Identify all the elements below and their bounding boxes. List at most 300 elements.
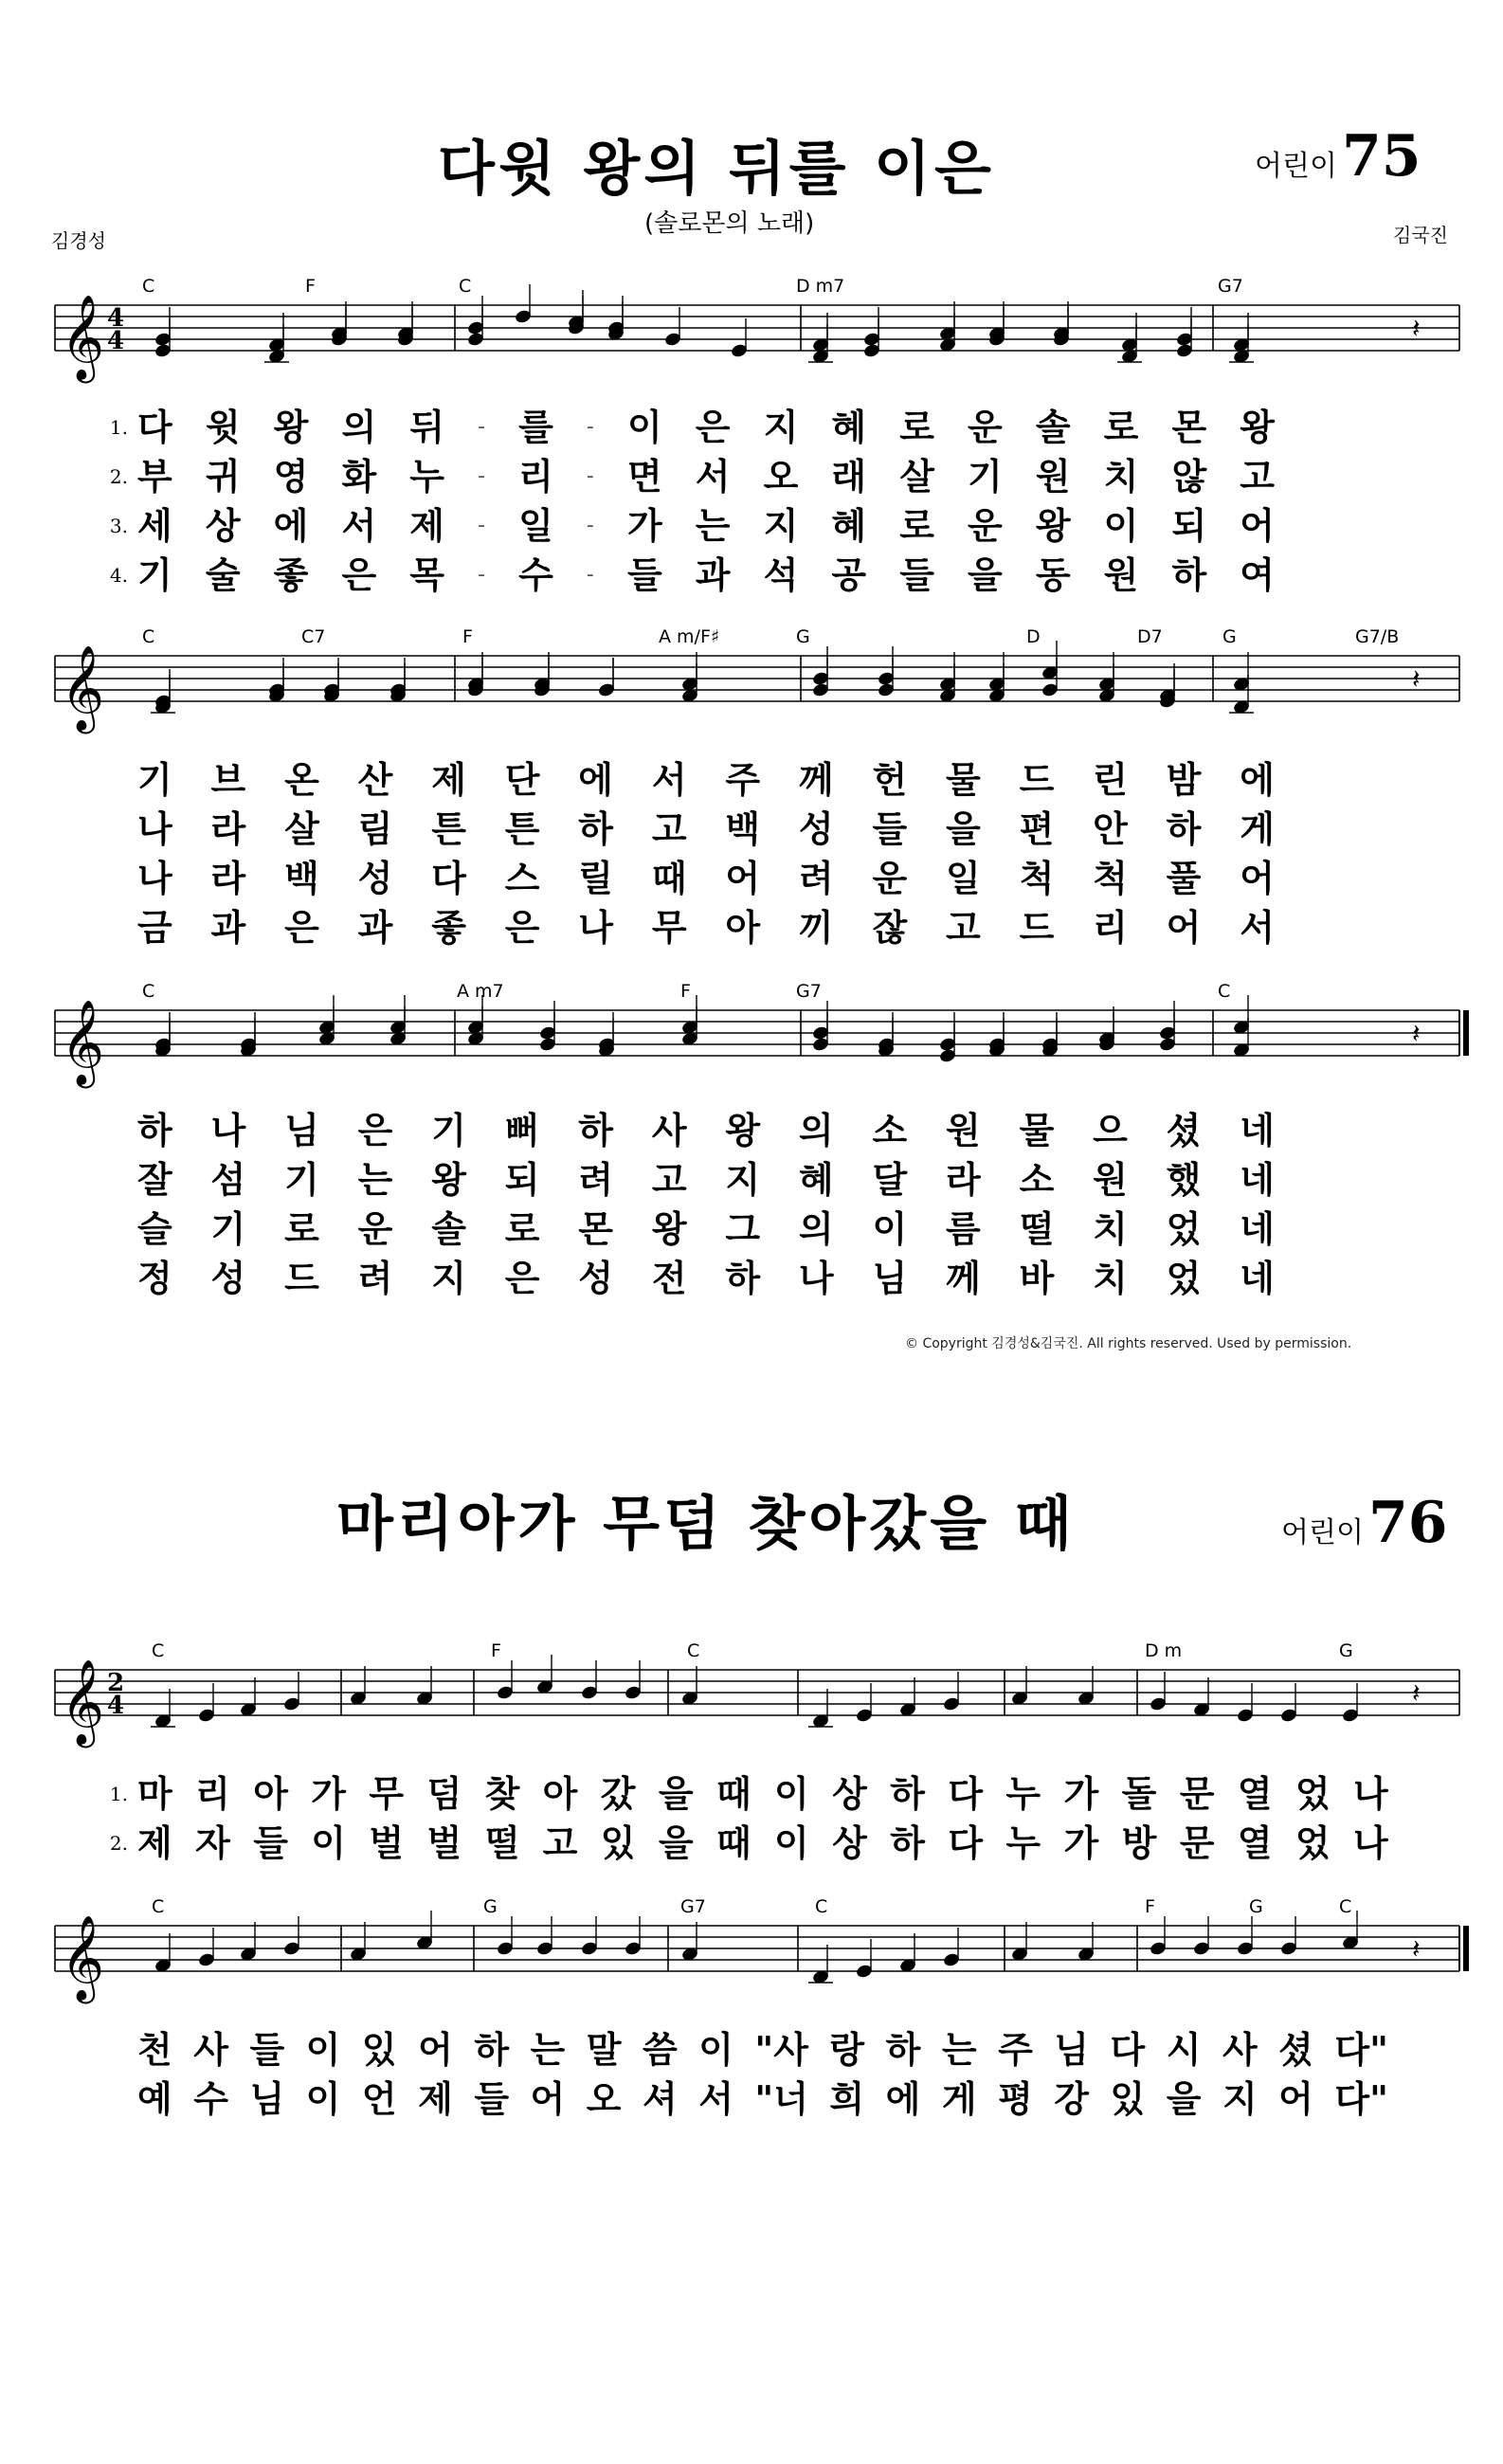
music-staff [0, 1886, 1503, 2019]
lyric-syllable: 었 [1166, 1258, 1202, 1299]
lyric-syllable: 오 [763, 456, 799, 498]
lyric-syllable: 에 [273, 505, 309, 547]
lyric-syllable: 귀 [205, 456, 241, 498]
hymn-category: 어린이 [1255, 150, 1337, 183]
lyric-syllable: 어 [1278, 2078, 1313, 2120]
lyric-syllable: 갔 [600, 1773, 636, 1815]
lyric-syllable: 돌 [1121, 1773, 1157, 1815]
lyric-syllable: 여 [1240, 554, 1275, 596]
lyric-syllable: 린 [1093, 759, 1128, 801]
lyric-syllable: 성 [798, 808, 834, 850]
chord-symbol: G [796, 626, 810, 647]
lyric-syllable: 지 [725, 1159, 761, 1201]
lyric-syllable: 네 [1240, 1258, 1275, 1299]
lyric-syllable: 리 [1093, 907, 1128, 949]
lyric-syllable: 상 [832, 1822, 867, 1864]
lyric-syllable: 상 [832, 1773, 867, 1815]
verse-number: 1. [109, 416, 128, 439]
lyric-syllable: 고 [651, 808, 687, 850]
chord-symbol: D m [1145, 1640, 1183, 1661]
chord-symbol: G [1222, 626, 1237, 647]
lyric-syllable: 편 [1019, 808, 1055, 850]
lyric-syllable: 은 [504, 907, 540, 949]
lyric-syllable: 고 [651, 1159, 687, 1201]
lyric-line [137, 1109, 1275, 1152]
quarter-rest-icon: 𝄽 [1412, 1677, 1421, 1709]
lyric-syllable: 다 [431, 858, 466, 899]
lyric-syllable: 섬 [210, 1159, 246, 1201]
lyric-syllable: "사 [754, 2029, 808, 2071]
lyric-syllable: 부 [137, 456, 172, 498]
lyric-syllable: 과 [695, 554, 731, 596]
lyric-syllable: 왕 [1035, 505, 1071, 547]
lyric-syllable: 오 [586, 2078, 622, 2120]
quarter-rest-icon: 𝄽 [1412, 1018, 1421, 1049]
lyric-syllable: 무 [651, 907, 687, 949]
lyric-syllable: 다" [1334, 2078, 1388, 2120]
lyric-syllable: 예 [137, 2078, 172, 2120]
chord-symbol: C [687, 1640, 700, 1661]
hymn-number-value: 75 [1342, 123, 1422, 190]
music-staff [0, 1630, 1503, 1763]
chord-symbol: C [1339, 1896, 1352, 1917]
lyric-syllable: 게 [941, 2078, 977, 2120]
lyric-syllable: 하 [885, 2029, 921, 2071]
lyric-syllable: 되 [1171, 505, 1207, 547]
lyric-syllable: 몬 [578, 1208, 613, 1250]
lyric-syllable: 덤 [426, 1773, 462, 1815]
lyric-syllable: 가 [311, 1773, 346, 1815]
lyric-syllable: 과 [210, 907, 246, 949]
chord-symbol: G7 [796, 981, 822, 1002]
lyric-syllable: 하 [725, 1258, 761, 1299]
lyric-syllable: 잘 [137, 1159, 172, 1201]
lyric-syllable: 주 [998, 2029, 1033, 2071]
chord-symbol: F [680, 981, 691, 1002]
lyric-syllable: 기 [968, 456, 1003, 498]
lyric-syllable: 안 [1093, 808, 1128, 850]
hymn-number [1255, 123, 1422, 190]
lyric-syllable: - [478, 464, 486, 488]
chord-symbol: C7 [301, 626, 326, 647]
lyric-syllable: 벌 [426, 1822, 462, 1864]
lyric-syllable: 있 [1110, 2078, 1146, 2120]
lyric-line [137, 758, 1275, 802]
lyric-syllable: - [586, 464, 594, 488]
lyric-syllable: 하 [890, 1773, 925, 1815]
lyric-syllable: 천 [137, 2029, 172, 2071]
lyric-syllable: 다 [948, 1822, 984, 1864]
lyric-syllable: 셨 [1278, 2029, 1313, 2071]
lyric-syllable: 지 [763, 505, 799, 547]
lyric-syllable: 열 [1237, 1773, 1273, 1815]
lyric-syllable: 이 [872, 1208, 908, 1250]
lyric-syllable: 은 [357, 1110, 393, 1151]
lyric-syllable: 슬 [137, 1208, 172, 1250]
final-bar-line [1463, 1926, 1469, 1971]
lyric-syllable: 원 [946, 1110, 981, 1151]
lyric-syllable: 네 [1240, 1159, 1275, 1201]
lyric-syllable: 문 [1179, 1822, 1215, 1864]
lyric-line [137, 857, 1275, 900]
final-bar-line [1463, 1010, 1469, 1056]
lyric-syllable: 고 [542, 1822, 578, 1864]
lyric-syllable: 다 [1110, 2029, 1146, 2071]
lyric-line [137, 1158, 1275, 1202]
lyric-syllable: 때 [651, 858, 687, 899]
chord-symbol: C [142, 276, 155, 297]
lyric-syllable: 시 [1166, 2029, 1202, 2071]
lyric-syllable: 운 [968, 407, 1003, 448]
lyric-syllable: 하 [578, 1110, 613, 1151]
hymn-title: 다윗 왕의 뒤를 이은 [438, 134, 995, 203]
lyric-syllable: 성 [357, 858, 393, 899]
lyric-syllable: 왕 [651, 1208, 687, 1250]
lyric-syllable: 들 [253, 1822, 288, 1864]
lyric-syllable: 의 [341, 407, 377, 448]
lyric-syllable: 지 [1222, 2078, 1258, 2120]
lyricist: 김경성 [51, 229, 106, 252]
lyric-syllable: 그 [725, 1208, 761, 1250]
lyric-syllable: 어 [1240, 858, 1275, 899]
lyric-syllable: 나 [137, 808, 172, 850]
lyric-syllable: 열 [1237, 1822, 1273, 1864]
lyric-syllable: 나 [578, 907, 613, 949]
lyric-syllable: 어 [725, 858, 761, 899]
lyric-syllable: 님 [1054, 2029, 1090, 2071]
lyric-syllable: 는 [695, 505, 731, 547]
lyric-syllable: 하 [1171, 554, 1207, 596]
lyric-syllable: 을 [658, 1773, 694, 1815]
lyric-syllable: 는 [941, 2029, 977, 2071]
verse-number: 2. [109, 465, 128, 488]
lyric-syllable: 에 [1240, 759, 1275, 801]
lyric-syllable: 리 [518, 456, 553, 498]
lyric-syllable: - [478, 514, 486, 537]
lyric-syllable: 밤 [1166, 759, 1202, 801]
lyric-syllable: 성 [210, 1258, 246, 1299]
hymn-category: 어린이 [1281, 1516, 1364, 1549]
lyric-syllable: 평 [998, 2078, 1033, 2120]
lyric-syllable: 뒤 [409, 407, 444, 448]
composer: 김국진 [1393, 224, 1448, 246]
lyric-syllable: 살 [284, 808, 319, 850]
music-staff [0, 265, 1503, 398]
lyric-syllable: 고 [946, 907, 981, 949]
lyric-syllable: 게 [1240, 808, 1275, 850]
lyric-syllable: 서 [651, 759, 687, 801]
lyric-syllable: 에 [578, 759, 613, 801]
lyric-syllable: 전 [651, 1258, 687, 1299]
lyric-syllable: 사 [1222, 2029, 1258, 2071]
lyric-syllable: 름 [946, 1208, 981, 1250]
verse-number: 2. [109, 1832, 128, 1855]
lyric-syllable: 가 [1063, 1773, 1099, 1815]
lyric-syllable: 다 [948, 1773, 984, 1815]
lyric-syllable: 하 [890, 1822, 925, 1864]
lyric-syllable: 아 [253, 1773, 288, 1815]
lyric-syllable: 척 [1019, 858, 1055, 899]
lyric-syllable: 가 [626, 505, 662, 547]
lyric-syllable: 면 [626, 456, 662, 498]
copyright-notice: © Copyright 김경성&김국진. All rights reserved. Used by permission. [905, 1336, 1352, 1351]
lyric-syllable: 소 [1019, 1159, 1055, 1201]
lyric-syllable: 을 [946, 808, 981, 850]
lyric-syllable: 이 [774, 1773, 809, 1815]
lyric-syllable: 혜 [831, 407, 867, 448]
lyric-syllable: 자 [195, 1822, 230, 1864]
lyric-syllable: 셨 [1166, 1110, 1202, 1151]
chord-symbol: G7 [1218, 276, 1243, 297]
lyric-syllable: 말 [586, 2029, 622, 2071]
lyric-syllable: 문 [1179, 1773, 1215, 1815]
lyric-syllable: 원 [1093, 1159, 1128, 1201]
lyric-syllable: 수 [193, 2078, 228, 2120]
lyric-syllable: 이 [774, 1822, 809, 1864]
lyric-syllable: 은 [341, 554, 377, 596]
lyric-syllable: 솔 [431, 1208, 466, 1250]
lyric-syllable: 드 [1019, 907, 1055, 949]
lyric-syllable: 를 [518, 407, 553, 448]
time-signature-bottom: 4 [106, 1692, 125, 1720]
chord-symbol: F [1145, 1896, 1155, 1917]
lyric-syllable: 기 [137, 554, 172, 596]
lyric-syllable: 살 [899, 456, 934, 498]
lyric-syllable: 지 [763, 407, 799, 448]
lyric-syllable: 님 [872, 1258, 908, 1299]
lyric-syllable: 왕 [1240, 407, 1275, 448]
lyric-syllable: 왕 [725, 1110, 761, 1151]
lyric-syllable: 을 [658, 1822, 694, 1864]
lyric-syllable: 성 [578, 1258, 613, 1299]
lyric-syllable: 물 [946, 759, 981, 801]
chord-symbol: G7 [680, 1896, 706, 1917]
lyric-syllable: 치 [1103, 456, 1139, 498]
lyric-syllable: 왕 [431, 1159, 466, 1201]
lyric-syllable: 하 [474, 2029, 510, 2071]
lyric-syllable: 잖 [872, 907, 908, 949]
lyric-syllable: 방 [1121, 1822, 1157, 1864]
lyric-syllable: 스 [504, 858, 540, 899]
lyric-syllable: 금 [137, 907, 172, 949]
lyric-syllable: 산 [357, 759, 393, 801]
lyric-line [137, 807, 1275, 851]
verse-number: 1. [109, 1783, 128, 1805]
chord-symbol: D [1026, 626, 1041, 647]
lyric-syllable: 좋 [273, 554, 309, 596]
chord-symbol: C [142, 981, 155, 1002]
verse-number: 3. [109, 515, 128, 537]
lyric-syllable: 마 [137, 1773, 172, 1815]
lyric-syllable: 벌 [369, 1822, 405, 1864]
lyric-syllable: 은 [695, 407, 731, 448]
lyric-syllable: 었 [1295, 1773, 1331, 1815]
lyric-syllable: 의 [798, 1208, 834, 1250]
lyric-syllable: 아 [725, 907, 761, 949]
lyric-syllable: 네 [1240, 1208, 1275, 1250]
chord-symbol: C [152, 1640, 165, 1661]
lyric-syllable: 가 [1063, 1822, 1099, 1864]
lyric-syllable: 제 [418, 2078, 453, 2120]
lyric-syllable: 되 [504, 1159, 540, 1201]
lyric-syllable: 님 [249, 2078, 285, 2120]
lyric-syllable: "너 [754, 2078, 808, 2120]
lyric-syllable: 은 [504, 1258, 540, 1299]
lyric-syllable: 드 [1019, 759, 1055, 801]
lyric-syllable: 백 [284, 858, 319, 899]
treble-clef-icon: 𝄞 [61, 1000, 105, 1085]
chord-symbol: C [1218, 981, 1231, 1002]
lyric-line [137, 1821, 1388, 1865]
lyric-syllable: 목 [409, 554, 444, 596]
lyric-syllable: 하 [1166, 808, 1202, 850]
lyric-syllable: 래 [831, 456, 867, 498]
lyric-syllable: 셔 [642, 2078, 678, 2120]
lyric-syllable: 리 [195, 1773, 230, 1815]
lyric-syllable: 서 [1240, 907, 1275, 949]
lyric-syllable: 로 [504, 1208, 540, 1250]
lyric-syllable: 상 [205, 505, 241, 547]
chord-symbol: D7 [1137, 626, 1163, 647]
lyric-syllable: 어 [1240, 505, 1275, 547]
lyric-syllable: 라 [210, 808, 246, 850]
lyric-syllable: 않 [1171, 456, 1207, 498]
lyric-syllable: 네 [1240, 1110, 1275, 1151]
lyric-syllable: 치 [1093, 1258, 1128, 1299]
lyric-syllable: 서 [698, 2078, 733, 2120]
lyric-syllable: 제 [137, 1822, 172, 1864]
lyric-syllable: 누 [409, 456, 444, 498]
lyric-syllable: 로 [284, 1208, 319, 1250]
lyric-syllable: 이 [698, 2029, 733, 2071]
lyric-syllable: 세 [137, 505, 172, 547]
lyric-syllable: 는 [530, 2029, 566, 2071]
chord-symbol: C [815, 1896, 828, 1917]
lyric-syllable: 이 [1103, 505, 1139, 547]
chord-symbol: A m/F♯ [659, 626, 720, 647]
lyric-syllable: 는 [357, 1159, 393, 1201]
chord-symbol: C [142, 626, 155, 647]
lyric-syllable: 나 [137, 858, 172, 899]
lyric-syllable: 들 [899, 554, 934, 596]
lyric-syllable: 주 [725, 759, 761, 801]
quarter-rest-icon: 𝄽 [1412, 313, 1421, 344]
hymn-number [1281, 1490, 1448, 1556]
lyric-syllable: 기 [137, 759, 172, 801]
lyric-syllable: 했 [1166, 1159, 1202, 1201]
treble-clef-icon: 𝄞 [61, 645, 105, 731]
music-staff [0, 616, 1503, 749]
lyric-syllable: 나 [798, 1258, 834, 1299]
lyric-syllable: 있 [600, 1822, 636, 1864]
lyric-syllable: 튼 [504, 808, 540, 850]
lyric-syllable: 뻐 [504, 1110, 540, 1151]
lyric-syllable: 제 [431, 759, 466, 801]
lyric-syllable: 윗 [205, 407, 241, 448]
lyric-syllable: 과 [357, 907, 393, 949]
lyric-syllable: 원 [1035, 456, 1071, 498]
lyric-syllable: 릴 [578, 858, 613, 899]
chord-symbol: D m7 [796, 276, 845, 297]
chord-symbol: G [1249, 1896, 1263, 1917]
lyric-syllable: 영 [273, 456, 309, 498]
lyric-syllable: 림 [357, 808, 393, 850]
lyric-syllable: 라 [210, 858, 246, 899]
lyric-syllable: 랑 [829, 2029, 865, 2071]
lyric-syllable: 동 [1035, 554, 1071, 596]
lyric-syllable: 을 [968, 554, 1003, 596]
lyric-syllable: 몬 [1171, 407, 1207, 448]
lyric-syllable: - [586, 514, 594, 537]
lyric-syllable: 왕 [273, 407, 309, 448]
lyric-syllable: 강 [1054, 2078, 1090, 2120]
lyric-syllable: 희 [829, 2078, 865, 2120]
lyric-syllable: 좋 [431, 907, 466, 949]
chord-symbol: F [462, 626, 473, 647]
lyric-syllable: 정 [137, 1258, 172, 1299]
lyric-syllable: 어 [418, 2029, 453, 2071]
lyric-syllable: 물 [1019, 1110, 1055, 1151]
lyric-syllable: 수 [518, 554, 553, 596]
lyric-syllable: 에 [885, 2078, 921, 2120]
lyric-syllable: 운 [357, 1208, 393, 1250]
lyric-syllable: 나 [210, 1110, 246, 1151]
hymn-title: 마리아가 무덤 찾아갔을 때 [336, 1489, 1076, 1558]
chord-symbol: G [483, 1896, 498, 1917]
treble-clef-icon: 𝄞 [61, 295, 105, 380]
lyric-syllable: 사 [651, 1110, 687, 1151]
lyric-syllable: 온 [284, 759, 319, 801]
lyric-syllable: 달 [872, 1159, 908, 1201]
lyric-syllable: 혜 [831, 505, 867, 547]
hymn-subtitle: (솔로몬의 노래) [644, 209, 815, 238]
chord-symbol: G [1339, 1640, 1353, 1661]
lyric-syllable: 다 [137, 407, 172, 448]
lyric-syllable: 으 [1093, 1110, 1128, 1151]
quarter-rest-icon: 𝄽 [1412, 663, 1421, 695]
lyric-syllable: 풀 [1166, 858, 1202, 899]
chord-symbol: F [305, 276, 316, 297]
lyric-syllable: 때 [715, 1822, 752, 1864]
lyric-syllable: 려 [578, 1159, 613, 1201]
lyric-line [137, 455, 1275, 498]
lyric-syllable: 씀 [642, 2029, 678, 2071]
time-signature-top: 4 [106, 304, 125, 333]
lyric-syllable: 님 [284, 1110, 319, 1151]
lyric-syllable: 어 [1166, 907, 1202, 949]
lyric-syllable: 나 [1352, 1822, 1388, 1864]
lyric-syllable: 기 [284, 1159, 319, 1201]
chord-symbol: F [491, 1640, 501, 1661]
lyric-syllable: 이 [305, 2078, 341, 2120]
lyric-syllable: - [586, 563, 594, 587]
lyric-syllable: 하 [578, 808, 613, 850]
lyric-syllable: 척 [1093, 858, 1128, 899]
lyric-line [137, 1772, 1388, 1816]
lyric-syllable: 다" [1334, 2029, 1388, 2071]
lyric-syllable: 나 [1352, 1773, 1388, 1815]
lyric-syllable: 제 [409, 505, 444, 547]
lyric-syllable: 떨 [484, 1822, 520, 1864]
lyric-line [137, 1207, 1275, 1251]
lyric-syllable: 있 [361, 2029, 397, 2071]
verse-number: 4. [109, 564, 128, 587]
lyric-line [137, 504, 1275, 548]
lyric-syllable: 누 [1005, 1822, 1041, 1864]
lyric-syllable: 솔 [1035, 407, 1071, 448]
lyric-syllable: 려 [798, 858, 834, 899]
lyric-syllable: 어 [530, 2078, 566, 2120]
